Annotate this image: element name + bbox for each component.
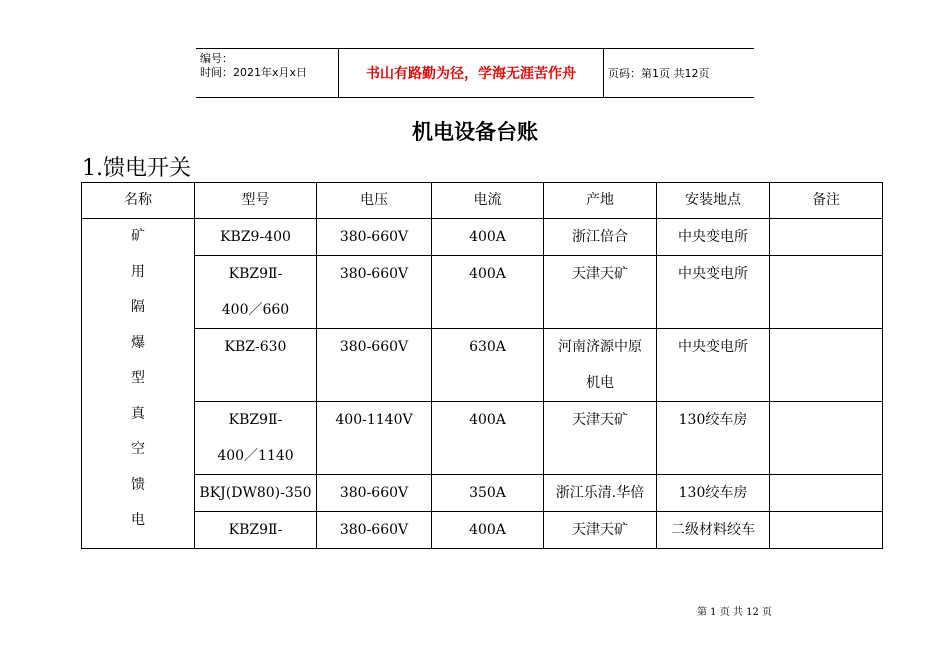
origin-cell: 天津天矿 bbox=[544, 512, 657, 549]
table-row bbox=[82, 475, 883, 512]
name-char: 隔 bbox=[131, 299, 145, 315]
name-char: 用 bbox=[131, 263, 145, 280]
note-cell bbox=[770, 219, 883, 256]
note-cell bbox=[770, 402, 883, 475]
voltage-cell: 380-660V bbox=[317, 512, 432, 549]
header-page-label: 页码：第1页 共12页 bbox=[608, 67, 710, 80]
equipment-table bbox=[81, 182, 883, 549]
model-cell: KBZ9-400 bbox=[195, 219, 317, 256]
table-row bbox=[82, 219, 883, 256]
column-header: 安装地点 bbox=[657, 183, 770, 219]
name-char: 矿 bbox=[131, 228, 145, 244]
note-cell bbox=[770, 329, 883, 402]
origin-cell: 河南济源中原 机电 bbox=[544, 329, 657, 402]
note-cell bbox=[770, 475, 883, 512]
voltage-cell: 400-1140V bbox=[317, 402, 432, 475]
model-cell: KBZ9Ⅱ- bbox=[195, 512, 317, 549]
voltage-cell: 380-660V bbox=[317, 329, 432, 402]
page-footer: 第 1 页 共 12 页 bbox=[697, 607, 772, 618]
origin-cell: 浙江乐清.华倍 bbox=[544, 475, 657, 512]
column-header: 型号 bbox=[195, 183, 317, 219]
page-title: 机电设备台账 bbox=[412, 120, 538, 144]
location-cell: 中央变电所 bbox=[657, 256, 770, 329]
origin-cell: 浙江倍合 bbox=[544, 219, 657, 256]
name-char: 馈 bbox=[131, 476, 145, 493]
table-row bbox=[82, 402, 883, 475]
table-row bbox=[82, 329, 883, 402]
section-heading: 1.馈电开关 bbox=[82, 156, 191, 181]
current-cell: 400A bbox=[432, 402, 544, 475]
table-header-row bbox=[82, 183, 883, 219]
number-label: 编号： bbox=[200, 52, 233, 65]
column-header: 产地 bbox=[544, 183, 657, 219]
model-cell: BKJ(DW80)-350 bbox=[195, 475, 317, 512]
column-header: 备注 bbox=[770, 183, 883, 219]
location-cell: 中央变电所 bbox=[657, 219, 770, 256]
time-label: 时间：2021年x月x日 bbox=[200, 66, 308, 79]
name-char: 真 bbox=[131, 405, 145, 422]
current-cell: 630A bbox=[432, 329, 544, 402]
voltage-cell: 380-660V bbox=[317, 219, 432, 256]
origin-cell: 天津天矿 bbox=[544, 256, 657, 329]
name-char: 型 bbox=[131, 370, 145, 386]
current-cell: 400A bbox=[432, 256, 544, 329]
column-header: 电流 bbox=[432, 183, 544, 219]
location-cell: 130绞车房 bbox=[657, 402, 770, 475]
name-char: 电 bbox=[131, 512, 145, 528]
note-cell bbox=[770, 256, 883, 329]
model-cell: KBZ9Ⅱ- 400／1140 bbox=[195, 402, 317, 475]
name-char: 空 bbox=[131, 441, 145, 457]
location-cell: 二级材料绞车 bbox=[657, 512, 770, 549]
note-cell bbox=[770, 512, 883, 549]
model-cell: KBZ9Ⅱ- 400／660 bbox=[195, 256, 317, 329]
voltage-cell: 380-660V bbox=[317, 475, 432, 512]
header-meta bbox=[200, 52, 336, 80]
location-cell: 中央变电所 bbox=[657, 329, 770, 402]
current-cell: 350A bbox=[432, 475, 544, 512]
name-char: 爆 bbox=[131, 334, 145, 351]
origin-cell: 天津天矿 bbox=[544, 402, 657, 475]
current-cell: 400A bbox=[432, 219, 544, 256]
header-motto: 书山有路勤为径，学海无涯苦作舟 bbox=[338, 49, 604, 97]
column-header: 名称 bbox=[82, 183, 195, 219]
voltage-cell: 380-660V bbox=[317, 256, 432, 329]
document-header bbox=[196, 48, 754, 98]
current-cell: 400A bbox=[432, 512, 544, 549]
table-row bbox=[82, 512, 883, 549]
location-cell: 130绞车房 bbox=[657, 475, 770, 512]
column-header: 电压 bbox=[317, 183, 432, 219]
table-row bbox=[82, 256, 883, 329]
name-cell bbox=[82, 219, 195, 549]
model-cell: KBZ-630 bbox=[195, 329, 317, 402]
